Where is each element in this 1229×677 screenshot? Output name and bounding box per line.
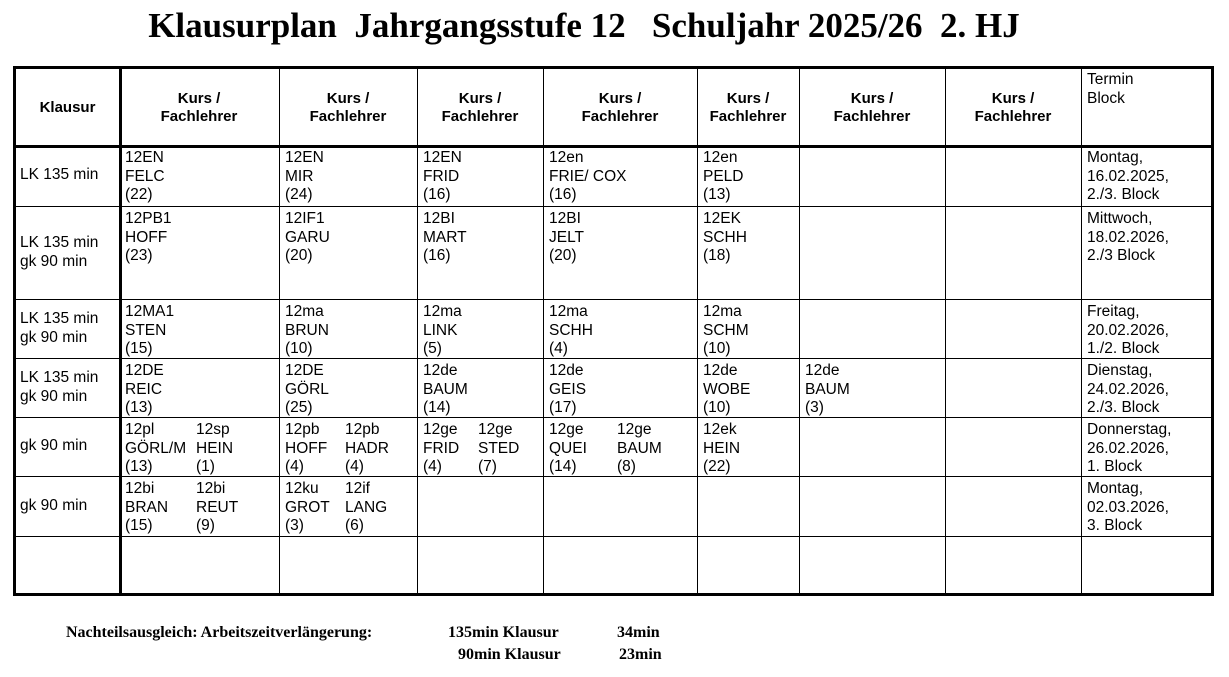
- kurs-code: 12PB1: [125, 210, 172, 227]
- kurs-label: Kurs /: [177, 90, 221, 107]
- fachlehrer: HEIN: [196, 439, 234, 457]
- kurs-code: 12ma: [549, 303, 588, 320]
- fachlehrer: HOFF: [125, 228, 168, 246]
- klausur-type-line: gk 90 min: [20, 252, 88, 270]
- fachlehrer: FELC: [125, 167, 165, 185]
- kurs-code: 12pb: [345, 421, 380, 438]
- row-divider: [16, 206, 1211, 207]
- teilnehmer-anzahl: (22): [703, 458, 731, 475]
- termin-line: Freitag,: [1087, 303, 1140, 320]
- klausur-type: [20, 166, 98, 185]
- klausur-type-line: gk 90 min: [20, 496, 88, 514]
- kurs-fachlehrer-header: [801, 90, 943, 126]
- fachlehrer-label: Fachlehrer: [709, 108, 787, 125]
- fachlehrer: BRAN: [125, 498, 169, 516]
- kurs-entry: [125, 362, 164, 418]
- teilnehmer-anzahl: (10): [703, 340, 731, 357]
- kurs-code: 12de: [423, 362, 458, 379]
- row-divider: [16, 145, 1211, 148]
- kurs-entry: [125, 480, 168, 536]
- kurs-entry: [703, 210, 747, 266]
- kurs-code: 12de: [805, 362, 840, 379]
- fachlehrer: REUT: [196, 498, 239, 516]
- termin-block: [1087, 421, 1171, 477]
- kurs-code: 12EN: [423, 149, 462, 166]
- kurs-entry: [285, 480, 330, 536]
- klausur-type-line: gk 90 min: [20, 387, 88, 405]
- fachlehrer: HEIN: [703, 439, 741, 457]
- fachlehrer-label: Fachlehrer: [581, 108, 659, 125]
- teilnehmer-anzahl: (13): [125, 399, 153, 416]
- kurs-code: 12ma: [703, 303, 742, 320]
- termin-line: 24.02.2026,: [1087, 380, 1169, 398]
- teilnehmer-anzahl: (13): [703, 186, 731, 203]
- fachlehrer-label: Fachlehrer: [441, 108, 519, 125]
- fachlehrer: JELT: [549, 228, 585, 246]
- klausurplan-table: [13, 66, 1214, 596]
- teilnehmer-anzahl: (3): [805, 399, 824, 416]
- fachlehrer: WOBE: [703, 380, 751, 398]
- teilnehmer-anzahl: (9): [196, 517, 215, 534]
- kurs-entry: [805, 362, 850, 418]
- termin-line: Mittwoch,: [1087, 210, 1153, 227]
- klausur-type-line: gk 90 min: [20, 328, 88, 346]
- teilnehmer-anzahl: (24): [285, 186, 313, 203]
- klausur-type: [20, 310, 98, 347]
- fachlehrer: MIR: [285, 167, 314, 185]
- fachlehrer: BAUM: [423, 380, 468, 398]
- kurs-fachlehrer-header: [545, 90, 695, 126]
- teilnehmer-anzahl: (15): [125, 517, 153, 534]
- kurs-entry: [703, 362, 750, 418]
- termin-line: 16.02.2025,: [1087, 167, 1169, 185]
- teilnehmer-anzahl: (20): [285, 247, 313, 264]
- kurs-entry: [196, 421, 233, 477]
- kurs-entry: [423, 210, 467, 266]
- kurs-entry: [423, 303, 462, 359]
- kurs-code: 12pb: [285, 421, 320, 438]
- kurs-entry: [423, 362, 468, 418]
- teilnehmer-anzahl: (16): [423, 186, 451, 203]
- kurs-code: 12ge: [617, 421, 652, 438]
- kurs-entry: [196, 480, 238, 536]
- fachlehrer: LANG: [345, 498, 388, 516]
- kurs-code: 12ge: [478, 421, 513, 438]
- termin-line: 2./3. Block: [1087, 186, 1160, 203]
- kurs-entry: [549, 149, 627, 205]
- klausur-type: [20, 437, 87, 456]
- kurs-entry: [285, 210, 330, 266]
- klausur-header: Klausur: [39, 99, 96, 116]
- termin-line: 3. Block: [1087, 517, 1143, 534]
- fachlehrer: SCHH: [703, 228, 747, 246]
- kurs-entry: [617, 421, 662, 477]
- kurs-entry: [345, 421, 389, 477]
- termin-line: 02.03.2026,: [1087, 498, 1169, 516]
- teilnehmer-anzahl: (15): [125, 340, 153, 357]
- teilnehmer-anzahl: (25): [285, 399, 313, 416]
- fachlehrer-label: Fachlehrer: [309, 108, 387, 125]
- teilnehmer-anzahl: (20): [549, 247, 577, 264]
- teilnehmer-anzahl: (22): [125, 186, 153, 203]
- teilnehmer-anzahl: (4): [285, 458, 304, 475]
- klausur-type: [20, 234, 98, 271]
- termin-line: Montag,: [1087, 480, 1144, 497]
- row-divider: [16, 417, 1211, 418]
- termin-line: Donnerstag,: [1087, 421, 1172, 438]
- kurs-code: 12ku: [285, 480, 319, 497]
- teilnehmer-anzahl: (10): [285, 340, 313, 357]
- kurs-entry: [285, 303, 329, 359]
- termin-label: Termin: [1087, 71, 1134, 88]
- fachlehrer: FRID: [423, 167, 460, 185]
- teilnehmer-anzahl: (7): [478, 458, 497, 475]
- kurs-code: 12EN: [125, 149, 164, 166]
- kurs-code: 12BI: [423, 210, 455, 227]
- fachlehrer: FRIE/ COX: [549, 167, 627, 185]
- kurs-entry: [285, 421, 327, 477]
- footer-zeit: 23min: [619, 646, 662, 663]
- kurs-fachlehrer-header: [281, 90, 415, 126]
- fachlehrer: FRID: [423, 439, 460, 457]
- termin-line: Montag,: [1087, 149, 1144, 166]
- kurs-code: 12DE: [285, 362, 324, 379]
- termin-block-header: [1087, 71, 1134, 108]
- kurs-code: 12ek: [703, 421, 737, 438]
- fachlehrer: MART: [423, 228, 467, 246]
- teilnehmer-anzahl: (8): [617, 458, 636, 475]
- kurs-code: 12bi: [196, 480, 226, 497]
- kurs-code: 12ma: [423, 303, 462, 320]
- klausur-type: [20, 497, 87, 516]
- kurs-entry: [703, 149, 744, 205]
- kurs-code: 12EN: [285, 149, 324, 166]
- kurs-entry: [423, 421, 459, 477]
- page-title: Klausurplan Jahrgangsstufe 12 Schuljahr 2025/26 2. HJ: [148, 6, 1020, 45]
- kurs-label: Kurs /: [326, 90, 370, 107]
- teilnehmer-anzahl: (16): [549, 186, 577, 203]
- fachlehrer: SCHM: [703, 321, 749, 339]
- teilnehmer-anzahl: (1): [196, 458, 215, 475]
- teilnehmer-anzahl: (3): [285, 517, 304, 534]
- row-divider: [16, 299, 1211, 300]
- kurs-code: 12ge: [549, 421, 584, 438]
- footer-zeit: 34min: [617, 624, 660, 641]
- kurs-code: 12if: [345, 480, 370, 497]
- fachlehrer-label: Fachlehrer: [974, 108, 1052, 125]
- termin-line: 26.02.2026,: [1087, 439, 1169, 457]
- kurs-entry: [549, 303, 593, 359]
- fachlehrer: BAUM: [617, 439, 662, 457]
- kurs-code: 12en: [549, 149, 584, 166]
- fachlehrer: PELD: [703, 167, 744, 185]
- kurs-code: 12ge: [423, 421, 458, 438]
- fachlehrer: GROT: [285, 498, 330, 516]
- kurs-code: 12de: [549, 362, 584, 379]
- kurs-code: 12IF1: [285, 210, 325, 227]
- klausur-type-line: LK 135 min: [20, 369, 99, 386]
- row-divider: [16, 358, 1211, 359]
- nachteilsausgleich-label: Nachteilsausgleich: Arbeitszeitverlängerung:: [66, 624, 373, 641]
- kurs-code: 12en: [703, 149, 738, 166]
- fachlehrer: HADR: [345, 439, 389, 457]
- kurs-fachlehrer-header: [419, 90, 541, 126]
- kurs-label: Kurs /: [850, 90, 894, 107]
- kurs-entry: [125, 210, 172, 266]
- termin-line: 2./3 Block: [1087, 247, 1156, 264]
- termin-block: [1087, 362, 1169, 418]
- fachlehrer: STEN: [125, 321, 167, 339]
- fachlehrer-label: Fachlehrer: [833, 108, 911, 125]
- fachlehrer: BRUN: [285, 321, 329, 339]
- kurs-fachlehrer-header: [947, 90, 1079, 126]
- kurs-entry: [703, 421, 740, 477]
- fachlehrer: STED: [478, 439, 520, 457]
- teilnehmer-anzahl: (4): [549, 340, 568, 357]
- kurs-entry: [345, 480, 387, 536]
- kurs-label: Kurs /: [991, 90, 1035, 107]
- kurs-label: Kurs /: [598, 90, 642, 107]
- kurs-code: 12ma: [285, 303, 324, 320]
- kurs-code: 12sp: [196, 421, 230, 438]
- kurs-entry: [478, 421, 519, 477]
- klausur-type-line: LK 135 min: [20, 310, 99, 327]
- kurs-label: Kurs /: [726, 90, 770, 107]
- termin-block: [1087, 480, 1169, 536]
- block-label: Block: [1087, 89, 1125, 107]
- kurs-code: 12bi: [125, 480, 155, 497]
- teilnehmer-anzahl: (23): [125, 247, 153, 264]
- teilnehmer-anzahl: (17): [549, 399, 577, 416]
- teilnehmer-anzahl: (6): [345, 517, 364, 534]
- kurs-code: 12BI: [549, 210, 581, 227]
- footer-klausur: 90min Klausur: [458, 646, 561, 663]
- kurs-code: 12EK: [703, 210, 741, 227]
- klausur-type-line: LK 135 min: [20, 166, 99, 184]
- fachlehrer: SCHH: [549, 321, 593, 339]
- termin-block: [1087, 303, 1169, 359]
- teilnehmer-anzahl: (13): [125, 458, 153, 475]
- kurs-entry: [549, 362, 586, 418]
- kurs-code: 12de: [703, 362, 738, 379]
- teilnehmer-anzahl: (5): [423, 340, 442, 357]
- termin-line: 2./3. Block: [1087, 399, 1160, 416]
- klausur-type: [20, 369, 98, 406]
- fachlehrer: LINK: [423, 321, 458, 339]
- teilnehmer-anzahl: (14): [549, 458, 577, 475]
- teilnehmer-anzahl: (4): [423, 458, 442, 475]
- kurs-entry: [285, 362, 329, 418]
- fachlehrer: HOFF: [285, 439, 328, 457]
- kurs-label: Kurs /: [458, 90, 502, 107]
- termin-line: 1./2. Block: [1087, 340, 1160, 357]
- kurs-code: 12DE: [125, 362, 164, 379]
- kurs-fachlehrer-header: [121, 90, 277, 126]
- termin-block: [1087, 149, 1169, 205]
- teilnehmer-anzahl: (16): [423, 247, 451, 264]
- fachlehrer: GARU: [285, 228, 330, 246]
- fachlehrer: REIC: [125, 380, 163, 398]
- row-divider: [16, 536, 1211, 537]
- kurs-entry: [125, 421, 186, 477]
- kurs-entry: [125, 149, 165, 205]
- kurs-entry: [703, 303, 749, 359]
- termin-line: 18.02.2026,: [1087, 228, 1169, 246]
- footer-klausur: 135min Klausur: [448, 624, 559, 641]
- kurs-entry: [549, 421, 587, 477]
- fachlehrer: GÖRL: [285, 380, 329, 398]
- kurs-entry: [423, 149, 462, 205]
- kurs-entry: [549, 210, 584, 266]
- fachlehrer: QUEI: [549, 439, 587, 457]
- teilnehmer-anzahl: (4): [345, 458, 364, 475]
- termin-block: [1087, 210, 1169, 266]
- klausur-type-line: LK 135 min: [20, 234, 99, 251]
- kurs-code: 12pl: [125, 421, 155, 438]
- fachlehrer: GEIS: [549, 380, 587, 398]
- teilnehmer-anzahl: (10): [703, 399, 731, 416]
- kurs-entry: [285, 149, 324, 205]
- fachlehrer-label: Fachlehrer: [160, 108, 238, 125]
- klausur-type-line: gk 90 min: [20, 437, 88, 455]
- termin-line: 20.02.2026,: [1087, 321, 1169, 339]
- kurs-fachlehrer-header: [699, 90, 797, 126]
- kurs-code: 12MA1: [125, 303, 175, 320]
- teilnehmer-anzahl: (14): [423, 399, 451, 416]
- termin-line: 1. Block: [1087, 458, 1143, 475]
- fachlehrer: GÖRL/M: [125, 439, 187, 457]
- fachlehrer: BAUM: [805, 380, 850, 398]
- teilnehmer-anzahl: (18): [703, 247, 731, 264]
- termin-line: Dienstag,: [1087, 362, 1153, 379]
- kurs-entry: [125, 303, 174, 359]
